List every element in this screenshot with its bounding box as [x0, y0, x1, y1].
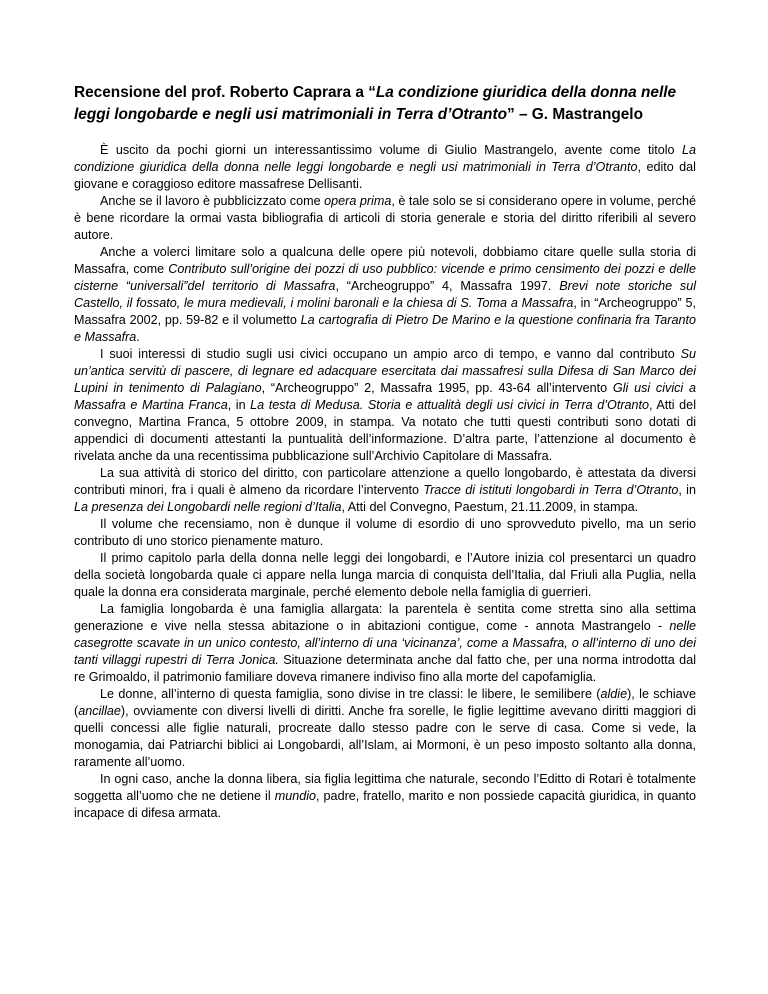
text-run: Anche se il lavoro è pubblicizzato come: [100, 194, 325, 208]
italic-text: ancillae: [78, 704, 121, 718]
text-run: , edito dal giovane e coraggioso editore massafrese Dellisanti.: [74, 160, 696, 191]
text-run: , in: [678, 483, 696, 497]
text-run: Le donne, all’interno di questa famiglia, sono divise in tre classi: le libere, le semilibere (: [100, 687, 601, 701]
italic-text: Tracce di istituti longobardi in Terra d’Otranto: [423, 483, 679, 497]
text-run: , è tale solo se si considerano opere in volume, perché è bene ricordare la ormai vasta bibliografia di articoli di storia generale e storia del diritto riferibili al severo autore.: [74, 194, 696, 242]
text-run: , padre, fratello, marito e non possiede capacità giuridica, in quanto incapace di difesa armata.: [74, 789, 696, 820]
italic-text: aldie: [600, 687, 628, 701]
italic-text: Brevi note storiche sul Castello, il fossato, le mura medievali, i molini baronali e la chiesa di S. Toma a Massafra: [74, 279, 696, 310]
body-paragraph: [74, 244, 696, 346]
body-paragraph: [74, 601, 696, 686]
review-title: [74, 82, 696, 126]
italic-text: La cartografia di Pietro De Marino e la questione confinaria fra Taranto e Massafra: [74, 313, 696, 344]
italic-text: opera prima: [324, 194, 392, 208]
text-run: .: [136, 330, 140, 344]
italic-text: La condizione giuridica della donna nelle leggi longobarde e negli usi matrimoniali in Terra d’Otranto: [74, 143, 696, 174]
text-run: La famiglia longobarda è una famiglia allargata: la parentela è sentita come stretta sino alla settima generazione e vive nella stessa abitazione o in abitazioni contigue, come - annota Mastrangelo -: [74, 602, 696, 633]
body-paragraph: [74, 346, 696, 465]
text-run: In ogni caso, anche la donna libera, sia figlia legittima che naturale, secondo l’Editto di Rotari è totalmente soggetta all’uomo che ne detiene il: [74, 772, 696, 803]
text-run: ), le schiave (: [74, 687, 696, 718]
text-run: Situazione determinata anche dal fatto che, per una norma introdotta dal re Grimoaldo, il patrimonio familiare doveva rimanere indiviso fino alla morte del capofamiglia.: [74, 653, 696, 684]
italic-text: nelle casegrotte scavate in un unico contesto, all’interno di una ‘vicinanza’, come a Massafra, o all’interno di uno dei tanti villaggi rupestri di Terra Jonica.: [74, 619, 696, 667]
italic-text: Su un’antica servitù di pascere, di legnare ed adacquare esercitata dai massafresi sulla Difesa di San Marco dei Lupini in tenimento di Palagiano: [74, 347, 696, 395]
italic-text: Contributo sull’origine dei pozzi di uso pubblico: vicende e primo censimento dei pozzi e delle cisterne “universali”del territorio di Massafra: [74, 262, 696, 293]
text-run: , “Archeogruppo” 2, Massafra 1995, pp. 43-64 all’intervento: [261, 381, 613, 395]
body-paragraph: [74, 193, 696, 244]
title-prefix: Recensione del prof. Roberto Caprara a “: [74, 84, 376, 101]
text-run: Il primo capitolo parla della donna nelle leggi dei longobardi, e l’Autore inizia col presentarci un quadro della società longobarda quale ci appare nella lunga marcia di conquista dell’Italia, dal Friuli alla Puglia, nella quale la donna era considerata marginale, perché elemento debole nella famiglia di guerrieri.: [74, 551, 696, 599]
italic-text: mundio: [274, 789, 317, 803]
text-run: , in “Archeogruppo” 5, Massafra 2002, pp. 59-82 e il volumetto: [74, 296, 696, 327]
document-page: [74, 82, 696, 822]
italic-text: La presenza dei Longobardi nelle regioni d’Italia: [74, 500, 342, 514]
text-run: , Atti del Convegno, Paestum, 21.11.2009, in stampa.: [341, 500, 639, 514]
text-run: , “Archeogruppo” 4, Massafra 1997.: [335, 279, 560, 293]
title-suffix: ” – G. Mastrangelo: [507, 106, 643, 123]
italic-text: La testa di Medusa. Storia e attualità degli usi civici in Terra d’Otranto: [250, 398, 650, 412]
text-run: , in: [227, 398, 251, 412]
body-paragraph: [74, 550, 696, 601]
body-paragraph: [74, 771, 696, 822]
text-run: La sua attività di storico del diritto, con particolare attenzione a quello longobardo, è attestata da diversi contributi minori, fra i quali è almeno da ricordare l’intervento: [74, 466, 696, 497]
title-book-name: La condizione giuridica della donna nelle leggi longobarde e negli usi matrimoniali in Terra d’Otranto: [74, 84, 677, 123]
body-paragraph: [74, 142, 696, 193]
text-run: Il volume che recensiamo, non è dunque il volume di esordio di uno sprovveduto pivello, ma un serio contributo di uno storico pienamente maturo.: [74, 517, 696, 548]
body-paragraph: [74, 516, 696, 550]
text-run: ), ovviamente con diversi livelli di diritti. Anche fra sorelle, le figlie legittime avevano diritti maggiori di quelli concessi alle figlie naturali, procreate dallo stesso padre con le serve di casa. Come si vede, la monogamia, dai Patriarchi biblici ai Longobardi, all’Islam, ai Mormoni, è un peso imposto soltanto alla donna, raramente all’uomo.: [74, 704, 696, 769]
review-body: [74, 142, 696, 822]
body-paragraph: [74, 686, 696, 771]
text-run: , Atti del convegno, Martina Franca, 5 ottobre 2009, in stampa. Va notato che tutti questi contributi sono dotati di appendici di documenti attestanti la puntualità dell’informazione. D’altra parte, l’attenzione al documento è rivelata anche da una recentissima pubblicazione sull’Archivio Capitolare di Massafra.: [74, 398, 696, 463]
text-run: I suoi interessi di studio sugli usi civici occupano un ampio arco di tempo, e vanno dal contributo: [100, 347, 681, 361]
italic-text: Gli usi civici a Massafra e Martina Franca: [74, 381, 696, 412]
text-run: È uscito da pochi giorni un interessantissimo volume di Giulio Mastrangelo, avente come titolo: [100, 143, 682, 157]
body-paragraph: [74, 465, 696, 516]
text-run: Anche a volerci limitare solo a qualcuna delle opere più notevoli, dobbiamo citare quelle sulla storia di Massafra, come: [74, 245, 696, 276]
